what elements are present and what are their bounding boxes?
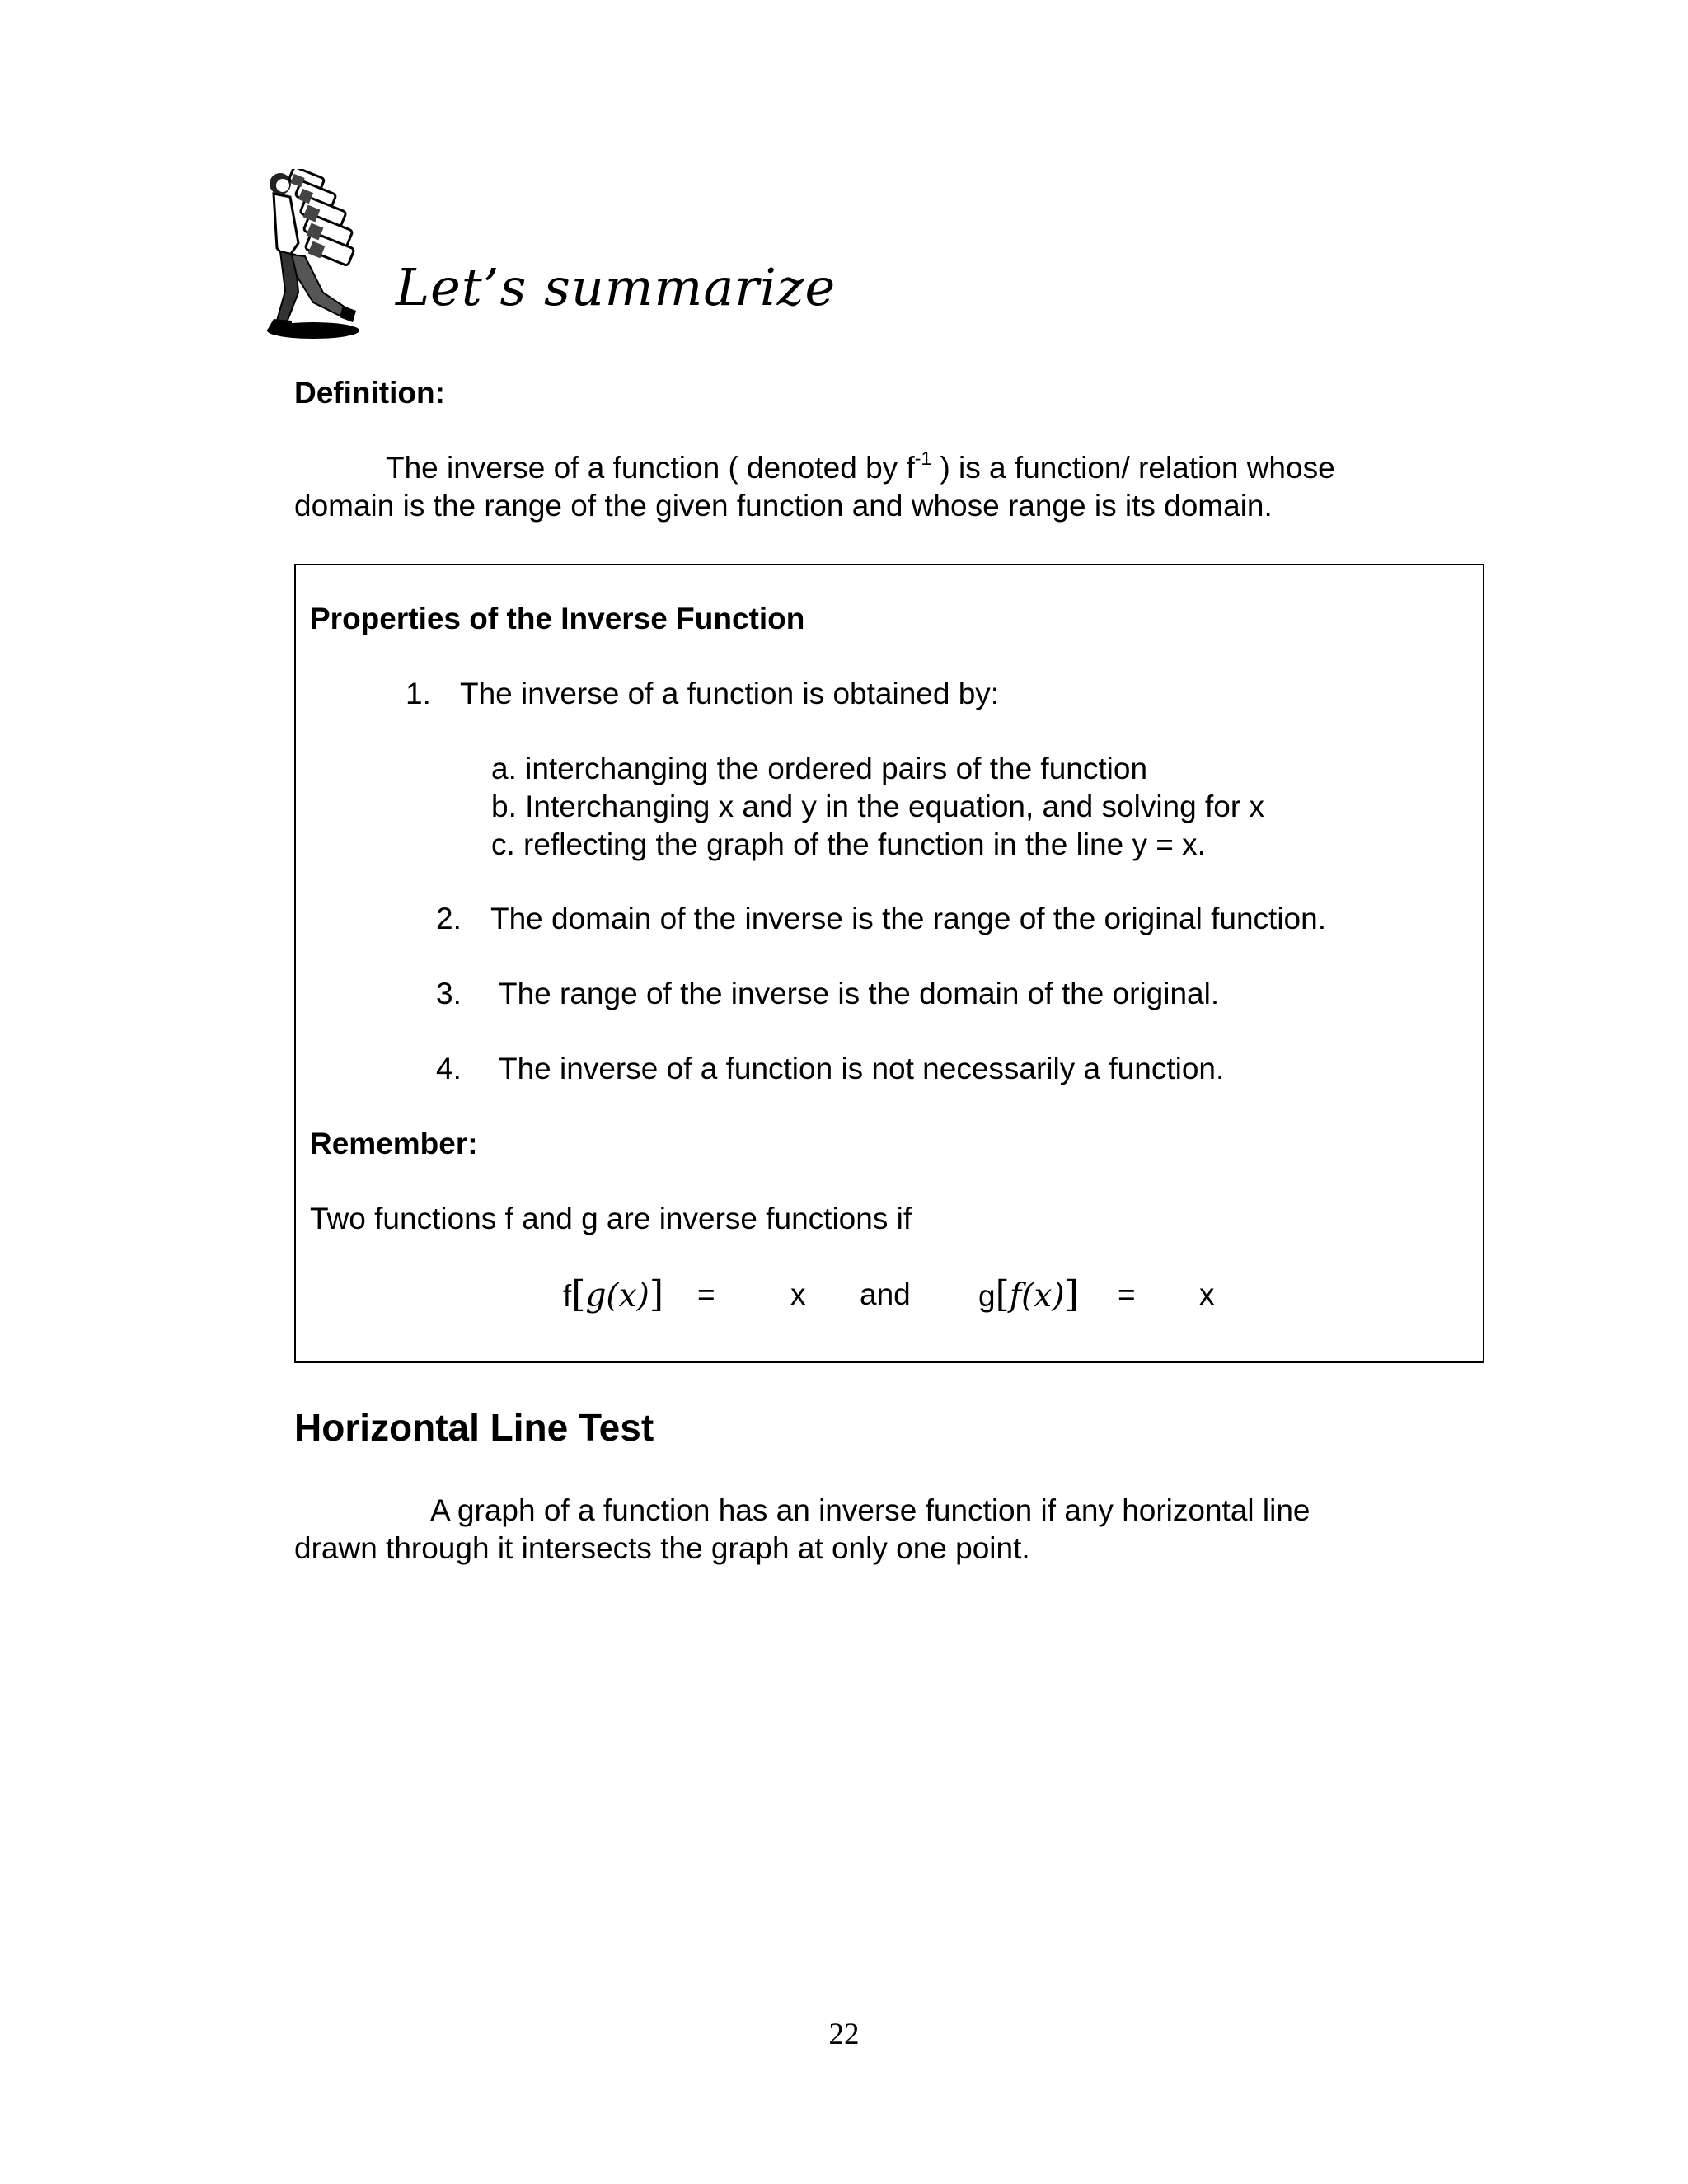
definition-line-2: domain is the range of the given function and whose range is its domain.	[294, 489, 1273, 523]
property-number: 4.	[436, 1052, 462, 1085]
property-number: 2.	[436, 902, 462, 935]
property-item-3	[436, 975, 1219, 1013]
formula-equals-2: =	[1118, 1277, 1136, 1311]
definition-text: The inverse of a function ( denoted by f	[386, 451, 915, 485]
sub-item-c: c. reflecting the graph of the function in the line y = x.	[491, 827, 1206, 861]
formula-f: f	[563, 1279, 572, 1313]
bracket-close: ]	[1064, 1273, 1079, 1315]
hlt-line-2: drawn through it intersects the graph at only one point.	[294, 1531, 1030, 1565]
formula-x-1: x	[790, 1277, 806, 1311]
inverse-superscript: -1	[914, 448, 932, 469]
property-number: 1.	[406, 677, 431, 710]
horizontal-line-test-paragraph	[294, 1492, 1311, 1568]
formula-and: and	[860, 1277, 911, 1311]
definition-heading: Definition:	[294, 376, 445, 410]
formula-f-of-x: f(x)	[1009, 1277, 1065, 1315]
property-text: The range of the inverse is the domain of the original.	[499, 977, 1220, 1010]
horizontal-line-test-title: Horizontal Line Test	[294, 1406, 654, 1449]
sub-item-a: a. interchanging the ordered pairs of the function	[491, 752, 1148, 785]
property-text: The inverse of a function is obtained by:	[460, 677, 1000, 710]
properties-box	[294, 564, 1484, 1363]
section-banner-title: Let’s summarize	[396, 257, 837, 317]
definition-paragraph	[294, 449, 1335, 525]
properties-heading: Properties of the Inverse Function	[310, 602, 805, 635]
remember-text: Two functions f and g are inverse functions if	[310, 1202, 912, 1235]
definition-text-cont: ) is a function/ relation whose	[931, 451, 1335, 485]
formula-g-of-x: g(x)	[585, 1277, 649, 1315]
property-text: The domain of the inverse is the range of the original function.	[490, 902, 1326, 935]
formula-x-2: x	[1199, 1277, 1215, 1311]
bracket-close: ]	[649, 1273, 664, 1315]
property-text: The inverse of a function is not necessarily a function.	[499, 1052, 1225, 1085]
formula-left-expression	[563, 1273, 664, 1315]
person-carrying-books-icon	[262, 169, 402, 346]
remember-heading: Remember:	[310, 1127, 478, 1160]
formula-right-expression	[978, 1273, 1079, 1315]
hlt-text: A graph of a function has an inverse function if any horizontal line	[430, 1493, 1311, 1527]
property-item-2	[436, 900, 1326, 938]
bracket-open: [	[995, 1273, 1010, 1315]
property-item-1	[406, 675, 999, 713]
property-number: 3.	[436, 977, 462, 1010]
hlt-line-1	[294, 1492, 1311, 1530]
sub-item-b: b. Interchanging x and y in the equation, and solving for x	[491, 790, 1264, 823]
property-item-4	[436, 1050, 1224, 1088]
page-number: 22	[828, 2018, 860, 2051]
definition-line-1	[294, 449, 1335, 487]
formula-equals-1: =	[697, 1277, 715, 1311]
formula-g: g	[978, 1279, 996, 1313]
bracket-open: [	[571, 1273, 586, 1315]
